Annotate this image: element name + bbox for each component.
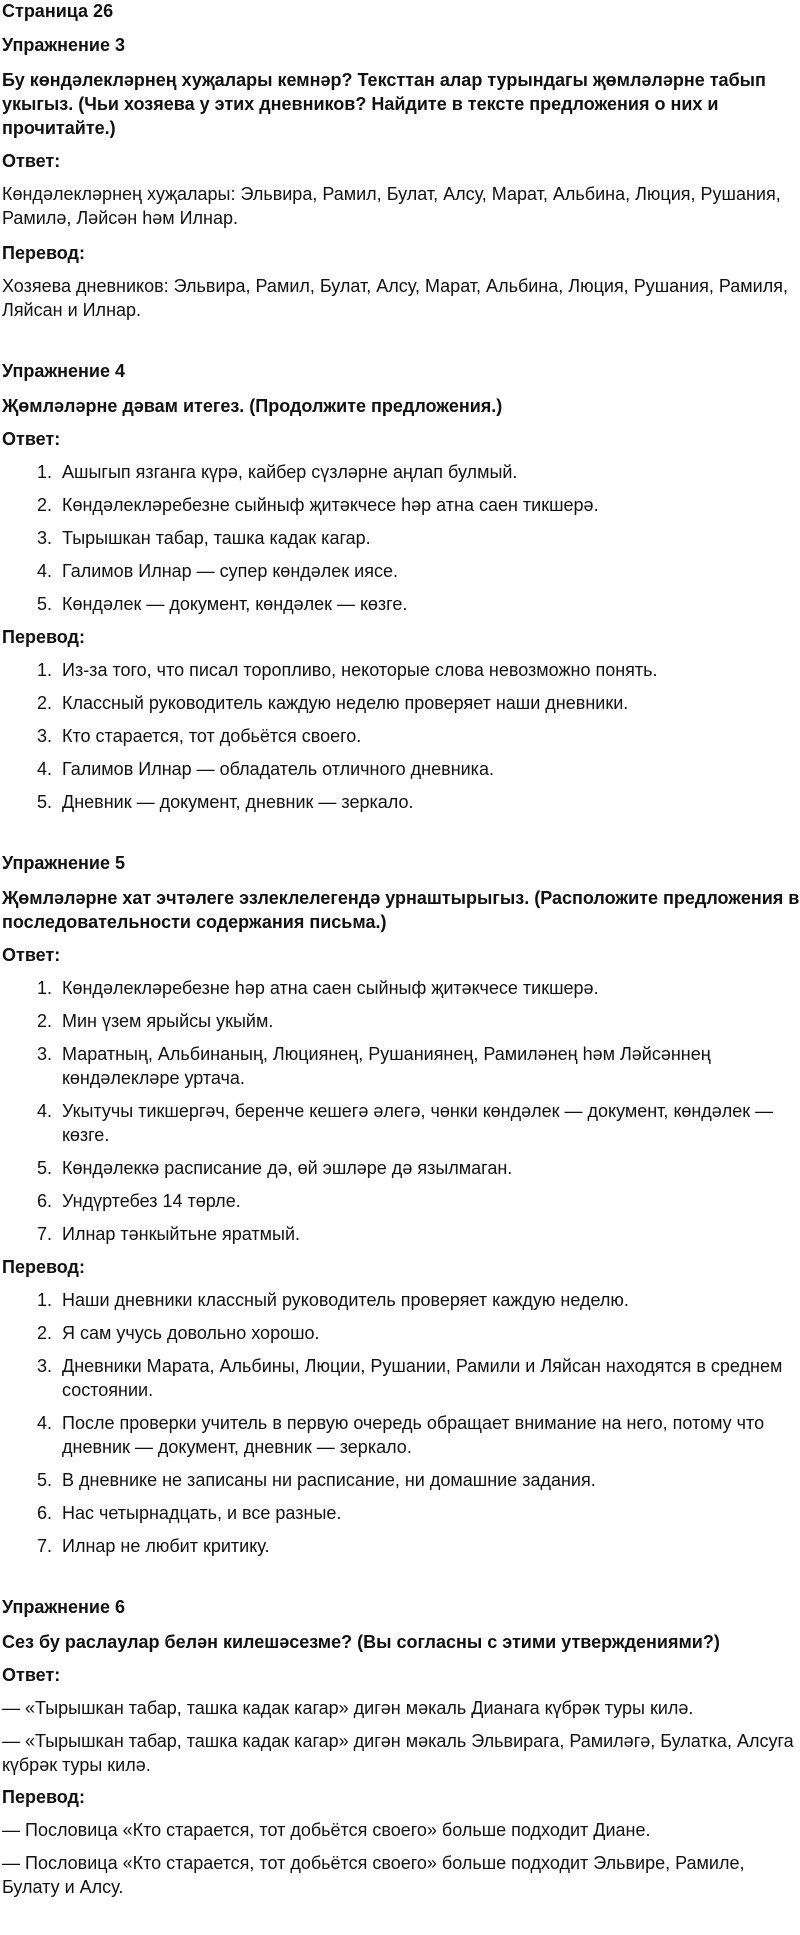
list-item [2, 1534, 800, 1558]
item-number: 4. [36, 561, 52, 581]
answer-label: Ответ: [2, 945, 61, 965]
item-number: 2. [36, 1323, 52, 1343]
list-item [2, 1321, 800, 1345]
item-number: 7. [36, 1536, 52, 1556]
item-number: 3. [36, 726, 52, 746]
item-number: 2. [36, 1011, 52, 1031]
list-item [2, 1501, 800, 1525]
list-item [2, 592, 800, 616]
exercise-task: Бу көндәлекләрнең хуҗалары кемнәр? Тексттан алар турындагы җөмләләрне табып укыгыз. (Чьи хозяева у этих дневников? Найдите в тексте предложения о них и прочитайте.) [2, 70, 766, 138]
item-number: 2. [36, 495, 52, 515]
list-item [2, 1411, 800, 1459]
item-text: Илнар не любит критику. [62, 1536, 270, 1556]
list-item [2, 691, 800, 715]
item-text: Нас четырнадцать, и все разные. [62, 1503, 342, 1523]
translation-line: — Пословица «Кто старается, тот добьётся своего» больше подходит Диане. [2, 1820, 651, 1840]
translation-text: Хозяева дневников: Эльвира, Рамил, Булат, Алсу, Марат, Альбина, Люция, Рушания, Рамиля, Ляйсан и Илнар. [2, 276, 788, 320]
item-number: 1. [36, 660, 52, 680]
answer-label: Ответ: [2, 429, 61, 449]
answer-label: Ответ: [2, 151, 61, 171]
list-item [2, 1156, 800, 1180]
exercise-title: Упражнение 4 [2, 361, 125, 381]
item-number: 5. [36, 594, 52, 614]
answer-line: — «Тырышкан табар, ташка кадак кагар» дигән мәкаль Дианага күбрәк туры килә. [2, 1698, 694, 1718]
translation-list [2, 1288, 800, 1558]
item-text: В дневнике не записаны ни расписание, ни домашние задания. [62, 1470, 596, 1490]
answer-list [2, 976, 800, 1246]
item-number: 6. [36, 1503, 52, 1523]
item-number: 4. [36, 1101, 52, 1121]
item-number: 2. [36, 693, 52, 713]
list-item [2, 1189, 800, 1213]
exercise-title: Упражнение 6 [2, 1597, 125, 1617]
item-number: 1. [36, 1290, 52, 1310]
item-number: 1. [36, 978, 52, 998]
item-text: Көндәлеккә расписание дә, өй эшләре дә язылмаган. [62, 1158, 513, 1178]
item-text: Көндәлек — документ, көндәлек — көзге. [62, 594, 408, 614]
item-number: 1. [36, 462, 52, 482]
item-text: Наши дневники классный руководитель проверяет каждую неделю. [62, 1290, 629, 1310]
item-text: Илнар тәнкыйтьне яратмый. [62, 1224, 301, 1244]
answer-line: — «Тырышкан табар, ташка кадак кагар» дигән мәкаль Эльвирага, Рамиләгә, Булатка, Алсуга күбрәк туры килә. [2, 1731, 794, 1775]
list-item [2, 724, 800, 748]
exercise-5 [2, 852, 800, 1558]
list-item [2, 1288, 800, 1312]
list-item [2, 1009, 800, 1033]
item-text: После проверки учитель в первую очередь обращает внимание на него, потому что дневник — документ, дневник — зеркало. [62, 1413, 765, 1457]
translation-list [2, 658, 800, 814]
list-item [2, 559, 800, 583]
item-text: Галимов Илнар — обладатель отличного дневника. [62, 759, 494, 779]
exercise-6 [2, 1596, 800, 1899]
translation-label: Перевод: [2, 243, 85, 263]
list-item [2, 526, 800, 550]
item-text: Классный руководитель каждую неделю проверяет наши дневники. [62, 693, 629, 713]
exercise-4 [2, 360, 800, 814]
item-number: 3. [36, 1356, 52, 1376]
item-number: 6. [36, 1191, 52, 1211]
item-number: 3. [36, 528, 52, 548]
item-text: Көндәлекләребезне сыйныф җитәкчесе һәр атна саен тикшерә. [62, 495, 599, 515]
item-text: Дневники Марата, Альбины, Люции, Рушании, Рамили и Ляйсан находятся в среднем состоянии. [62, 1356, 783, 1400]
list-item [2, 790, 800, 814]
item-number: 5. [36, 1158, 52, 1178]
item-number: 4. [36, 759, 52, 779]
translation-label: Перевод: [2, 1787, 85, 1807]
item-number: 3. [36, 1044, 52, 1064]
item-text: Из-за того, что писал торопливо, некоторые слова невозможно понять. [62, 660, 658, 680]
translation-line: — Пословица «Кто старается, тот добьётся своего» больше подходит Эльвире, Рамиле, Булату и Алсу. [2, 1853, 745, 1897]
list-item [2, 1468, 800, 1492]
item-text: Тырышкан табар, ташка кадак кагар. [62, 528, 371, 548]
list-item [2, 1042, 800, 1090]
answer-label: Ответ: [2, 1665, 61, 1685]
list-item [2, 460, 800, 484]
exercise-3 [2, 34, 800, 322]
item-number: 4. [36, 1413, 52, 1433]
list-item [2, 1099, 800, 1147]
list-item [2, 757, 800, 781]
item-text: Ашыгып язганга күрә, кайбер сүзләрне аңлап булмый. [62, 462, 518, 482]
answer-text: Көндәлекләрнең хуҗалары: Эльвира, Рамил, Булат, Алсу, Марат, Альбина, Люция, Рушания, Рамилә, Ләйсән һәм Илнар. [2, 184, 781, 228]
list-item [2, 976, 800, 1000]
list-item [2, 1222, 800, 1246]
item-text: Мин үзем ярыйсы укыйм. [62, 1011, 274, 1031]
item-number: 5. [36, 792, 52, 812]
exercise-title: Упражнение 3 [2, 35, 125, 55]
item-text: Көндәлекләребезне һәр атна саен сыйныф җитәкчесе тикшерә. [62, 978, 599, 998]
item-text: Ундүртебез 14 төрле. [62, 1191, 241, 1211]
item-text: Я сам учусь довольно хорошо. [62, 1323, 320, 1343]
page-title: Страница 26 [2, 1, 114, 21]
list-item [2, 1354, 800, 1402]
item-text: Кто старается, тот добьётся своего. [62, 726, 362, 746]
item-number: 5. [36, 1470, 52, 1490]
list-item [2, 493, 800, 517]
item-text: Дневник — документ, дневник — зеркало. [62, 792, 414, 812]
item-text: Укытучы тикшергәч, беренче кешегә әлегә, чөнки көндәлек — документ, көндәлек — көзге. [62, 1101, 774, 1145]
answer-list [2, 460, 800, 616]
exercise-task: Сез бу раслаулар белән килешәсезме? (Вы согласны с этими утверждениями?) [2, 1632, 720, 1652]
exercise-title: Упражнение 5 [2, 853, 125, 873]
exercise-task: Җөмләләрне дәвам итегез. (Продолжите предложения.) [2, 396, 503, 416]
translation-label: Перевод: [2, 1257, 85, 1277]
translation-label: Перевод: [2, 627, 85, 647]
exercise-task: Җөмләләрне хат эчтәлеге эзлеклелегендә урнаштырыгыз. (Расположите предложения в последовательности содержания письма.) [2, 888, 800, 932]
item-text: Маратның, Альбинаның, Люциянең, Рушаниянең, Рамиләнең һәм Ләйсәннең көндәлекләре уртача. [62, 1044, 711, 1088]
list-item [2, 658, 800, 682]
item-text: Галимов Илнар — супер көндәлек иясе. [62, 561, 398, 581]
item-number: 7. [36, 1224, 52, 1244]
